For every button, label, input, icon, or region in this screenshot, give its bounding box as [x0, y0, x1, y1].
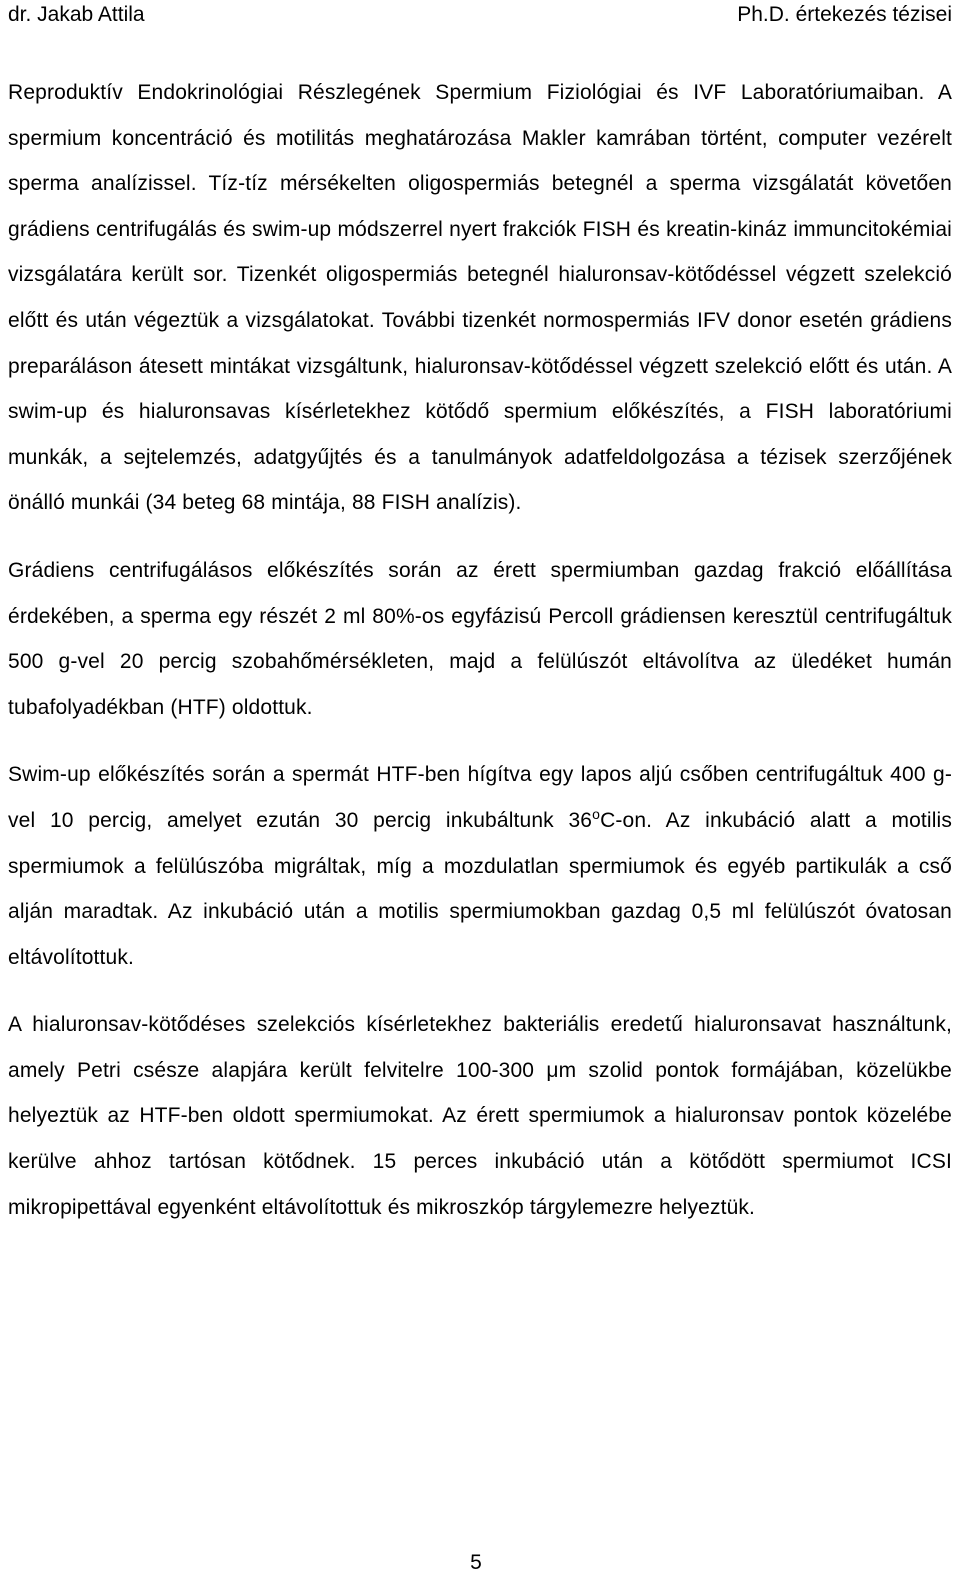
page-number: 5 — [470, 1551, 482, 1574]
swimup-text-1: Swim-up előkészítés során a spermát HTF-ben hígítva egy lapos aljú csőben centrifugáltuk 400 g-vel 10 percig, amelyet ezután 30 percig inkubáltunk 36 — [8, 763, 952, 832]
paragraph-hyaluronan: A hialuronsav-kötődéses szelekciós kísérletekhez bakteriális eredetű hialuronsavat használtunk, amely Petri csésze alapjára került felvitelre 100-300 μm szolid pontok formájában, közelükbe helyeztük az HTF-ben oldott spermiumokat. Az érett spermiumok a hialuronsav pontok közelébe kerülve ahhoz tartósan kötődnek. 15 perces inkubáció után a kötődött spermiumot ICSI mikropipettával egyenként eltávolítottuk és mikroszkóp tárgylemezre helyeztük. — [8, 1013, 952, 1219]
page-header — [8, 2, 952, 28]
swimup-text-2: C-on. Az inkubáció alatt a motilis spermiumok a felülúszóba migráltak, míg a mozdulatlan spermiumok és egyéb partikulák a cső alján maradtak. Az inkubáció után a motilis spermiumokban gazdag 0,5 ml felülúszót óvatosan eltávolítottuk. — [8, 808, 952, 969]
degree-superscript: o — [592, 805, 601, 822]
body-text — [8, 70, 952, 1230]
paragraph-gradient: Grádiens centrifugálásos előkészítés során az érett spermiumban gazdag frakció előállítása érdekében, a sperma egy részét 2 ml 80%-os egyfázisú Percoll grádiensen keresztül centrifugáltuk 500 g-vel 20 percig szobahőmérsékleten, majd a felülúszót eltávolítva az üledéket humán tubafolyadékban (HTF) oldottuk. — [8, 558, 952, 719]
author-name: dr. Jakab Attila — [8, 3, 145, 26]
document-title: Ph.D. értekezés tézisei — [737, 3, 952, 26]
paragraph-methods: Reproduktív Endokrinológiai Részlegének Spermium Fiziológiai és IVF Laboratóriumaiban. A spermium koncentráció és motilitás meghatározása Makler kamrában történt, computer vezérelt sperma analízissel. Tíz-tíz mérsékelten oligospermiás betegnél a sperma vizsgálatát követően grádiens centrifugálás és swim-up módszerrel nyert frakciók FISH és kreatin-kináz immuncitokémiai vizsgálatára került sor. Tizenkét oligospermiás betegnél hialuronsav-kötődéssel végzett szelekció előtt és után végeztük a vizsgálatokat. További tizenkét normospermiás IFV donor esetén grádiens preparáláson átesett mintákat vizsgáltunk, hialuronsav-kötődéssel végzett szelekció előtt és után. A swim-up és hialuronsavas kísérletekhez kötődő spermium előkészítés, a FISH laboratóriumi munkák, a sejtelemzés, adatgyűjtés és a tanulmányok adatfeldolgozása a tézisek szerzőjének önálló munkái (34 beteg 68 mintája, 88 FISH analízis). — [8, 81, 952, 515]
paragraph-swimup — [8, 752, 952, 980]
